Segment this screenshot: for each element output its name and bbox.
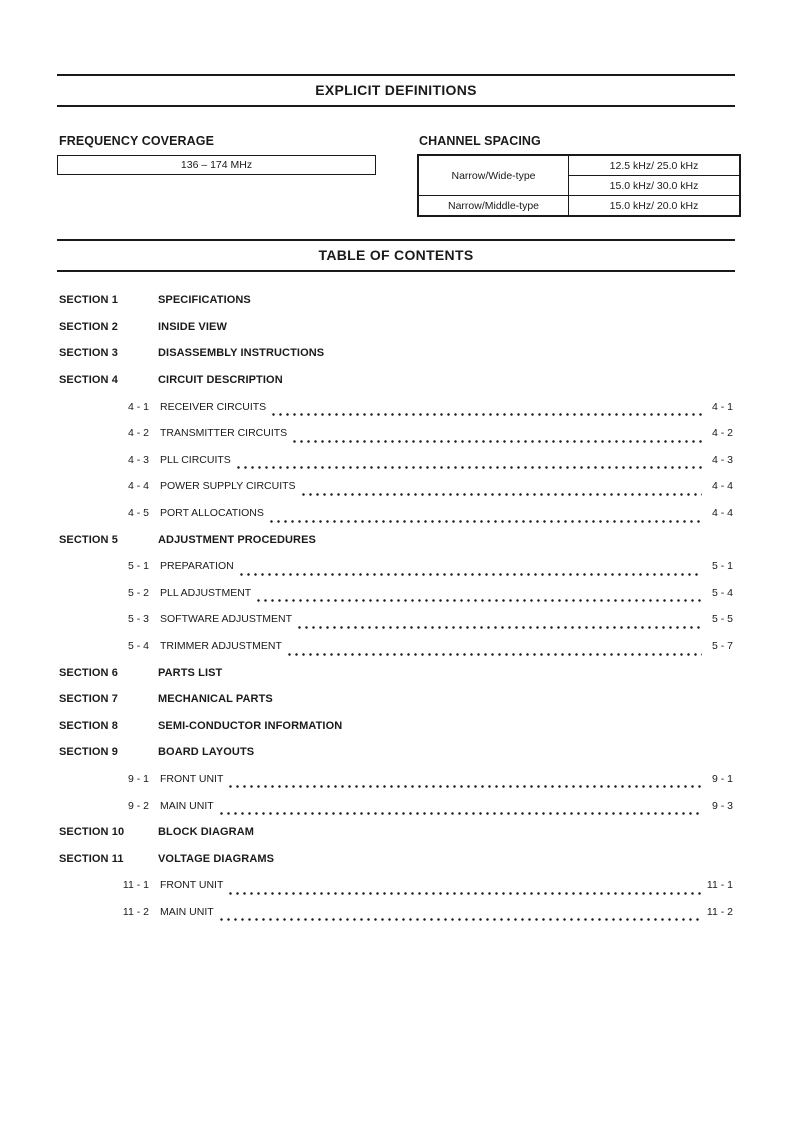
toc-section-row [57, 845, 735, 872]
toc-page-ref: 5 - 4 [711, 586, 733, 599]
dot-leader [270, 404, 702, 416]
toc-sub-title: PREPARATION [160, 560, 234, 573]
toc-sub-row [57, 899, 735, 926]
channel-type-cell: Narrow/Middle-type [418, 196, 569, 217]
dot-leader [218, 803, 702, 815]
toc-sub-number: 5 - 4 [127, 640, 149, 653]
toc-sub-row [57, 872, 735, 899]
toc-sub-row [57, 553, 735, 580]
toc-section-title: VOLTAGE DIAGRAMS [158, 852, 275, 865]
toc-section-label: SECTION 4 [59, 374, 118, 387]
toc-sub-number: 5 - 2 [127, 586, 149, 599]
toc-sub-row [57, 393, 735, 420]
dot-leader [235, 457, 702, 469]
toc-page-ref: 11 - 2 [706, 905, 733, 918]
toc-sub-title: FRONT UNIT [160, 879, 224, 892]
toc-section-title: ADJUSTMENT PROCEDURES [158, 533, 316, 546]
toc-sub-number: 11 - 2 [122, 905, 149, 918]
toc-page-ref: 5 - 5 [711, 613, 733, 626]
toc-section-title: MECHANICAL PARTS [158, 693, 273, 706]
toc-sub-title: POWER SUPPLY CIRCUITS [160, 480, 296, 493]
definitions-band [57, 74, 735, 107]
dot-leader [268, 511, 702, 523]
toc-page-ref: 5 - 1 [711, 560, 733, 573]
toc-section-title: SEMI-CONDUCTOR INFORMATION [158, 719, 343, 732]
frequency-coverage-box [57, 155, 376, 175]
dot-leader [255, 590, 702, 602]
toc-sub-row [57, 766, 735, 793]
toc-sub-row [57, 473, 735, 500]
toc-sub-number: 11 - 1 [122, 879, 149, 892]
toc-section-title: INSIDE VIEW [158, 320, 227, 333]
table-row [418, 196, 740, 217]
toc-sub-title: TRIMMER ADJUSTMENT [160, 640, 282, 653]
toc-section-label: SECTION 3 [59, 347, 118, 360]
dot-leader [291, 431, 702, 443]
toc-page-ref: 4 - 4 [711, 507, 733, 520]
frequency-coverage-value: 136 – 174 MHz [180, 159, 253, 171]
dot-leader [300, 484, 702, 496]
toc-section-label: SECTION 11 [59, 852, 124, 865]
toc-sub-row [57, 420, 735, 447]
toc-section-label: SECTION 1 [59, 294, 118, 307]
toc-section-row [57, 340, 735, 367]
toc-sub-number: 5 - 3 [127, 613, 149, 626]
toc-section-label: SECTION 6 [59, 666, 118, 679]
toc-sub-number: 4 - 1 [127, 400, 149, 413]
toc-sub-title: MAIN UNIT [160, 799, 214, 812]
toc-sub-number: 4 - 3 [127, 453, 149, 466]
toc-section-row [57, 367, 735, 394]
toc-section-title: SPECIFICATIONS [158, 294, 251, 307]
toc-page-ref: 5 - 7 [711, 640, 733, 653]
toc-sub-row [57, 792, 735, 819]
channel-value-cell: 15.0 kHz/ 20.0 kHz [569, 196, 741, 217]
toc-page-ref: 9 - 3 [711, 799, 733, 812]
toc-list [57, 287, 735, 925]
dot-leader [218, 909, 702, 921]
toc-sub-number: 4 - 2 [127, 427, 149, 440]
toc-sub-row [57, 633, 735, 660]
channel-spacing-heading: CHANNEL SPACING [419, 134, 541, 148]
toc-band-title: TABLE OF CONTENTS [318, 247, 474, 263]
toc-section-title: CIRCUIT DESCRIPTION [158, 374, 283, 387]
toc-section-title: BOARD LAYOUTS [158, 746, 255, 759]
channel-value-cell: 15.0 kHz/ 30.0 kHz [569, 176, 741, 196]
toc-sub-title: PLL ADJUSTMENT [160, 586, 252, 599]
toc-section-row [57, 659, 735, 686]
dot-leader [286, 644, 702, 656]
toc-section-row [57, 739, 735, 766]
toc-section-label: SECTION 9 [59, 746, 118, 759]
toc-page-ref: 4 - 1 [711, 400, 733, 413]
toc-section-label: SECTION 5 [59, 533, 118, 546]
toc-section-label: SECTION 8 [59, 719, 118, 732]
toc-section-row [57, 314, 735, 341]
toc-sub-row [57, 500, 735, 527]
toc-sub-number: 4 - 5 [127, 507, 149, 520]
dot-leader [227, 776, 702, 788]
toc-page-ref: 4 - 4 [711, 480, 733, 493]
toc-section-row [57, 686, 735, 713]
channel-value-cell: 12.5 kHz/ 25.0 kHz [569, 155, 741, 176]
toc-sub-row [57, 447, 735, 474]
toc-section-title: PARTS LIST [158, 666, 223, 679]
toc-sub-title: TRANSMITTER CIRCUITS [160, 427, 288, 440]
toc-page-ref: 4 - 2 [711, 427, 733, 440]
toc-section-row [57, 287, 735, 314]
toc-sub-title: MAIN UNIT [160, 905, 214, 918]
toc-sub-title: RECEIVER CIRCUITS [160, 400, 267, 413]
toc-sub-title: FRONT UNIT [160, 772, 224, 785]
toc-section-label: SECTION 10 [59, 826, 125, 839]
toc-section-row [57, 713, 735, 740]
channel-type-cell: Narrow/Wide-type [418, 155, 569, 196]
channel-spacing-table [417, 154, 741, 217]
dot-leader [296, 617, 702, 629]
toc-band [57, 239, 735, 272]
toc-section-title: DISASSEMBLY INSTRUCTIONS [158, 347, 325, 360]
dot-leader [238, 564, 702, 576]
toc-page-ref: 4 - 3 [711, 453, 733, 466]
toc-sub-title: PLL CIRCUITS [160, 453, 231, 466]
toc-sub-row [57, 580, 735, 607]
toc-section-label: SECTION 2 [59, 320, 118, 333]
toc-sub-title: SOFTWARE ADJUSTMENT [160, 613, 293, 626]
toc-sub-row [57, 606, 735, 633]
toc-sub-number: 4 - 4 [127, 480, 149, 493]
toc-sub-number: 9 - 1 [127, 772, 149, 785]
toc-sub-title: PORT ALLOCATIONS [160, 507, 264, 520]
toc-section-row [57, 526, 735, 553]
toc-section-row [57, 819, 735, 846]
frequency-coverage-heading: FREQUENCY COVERAGE [59, 134, 215, 148]
toc-page-ref: 11 - 1 [706, 879, 733, 892]
toc-page-ref: 9 - 1 [711, 772, 733, 785]
toc-sub-number: 5 - 1 [127, 560, 149, 573]
toc-sub-number: 9 - 2 [127, 799, 149, 812]
dot-leader [227, 883, 702, 895]
toc-section-label: SECTION 7 [59, 693, 118, 706]
table-row [418, 155, 740, 176]
toc-section-title: BLOCK DIAGRAM [158, 826, 255, 839]
definitions-band-title: EXPLICIT DEFINITIONS [315, 82, 477, 98]
